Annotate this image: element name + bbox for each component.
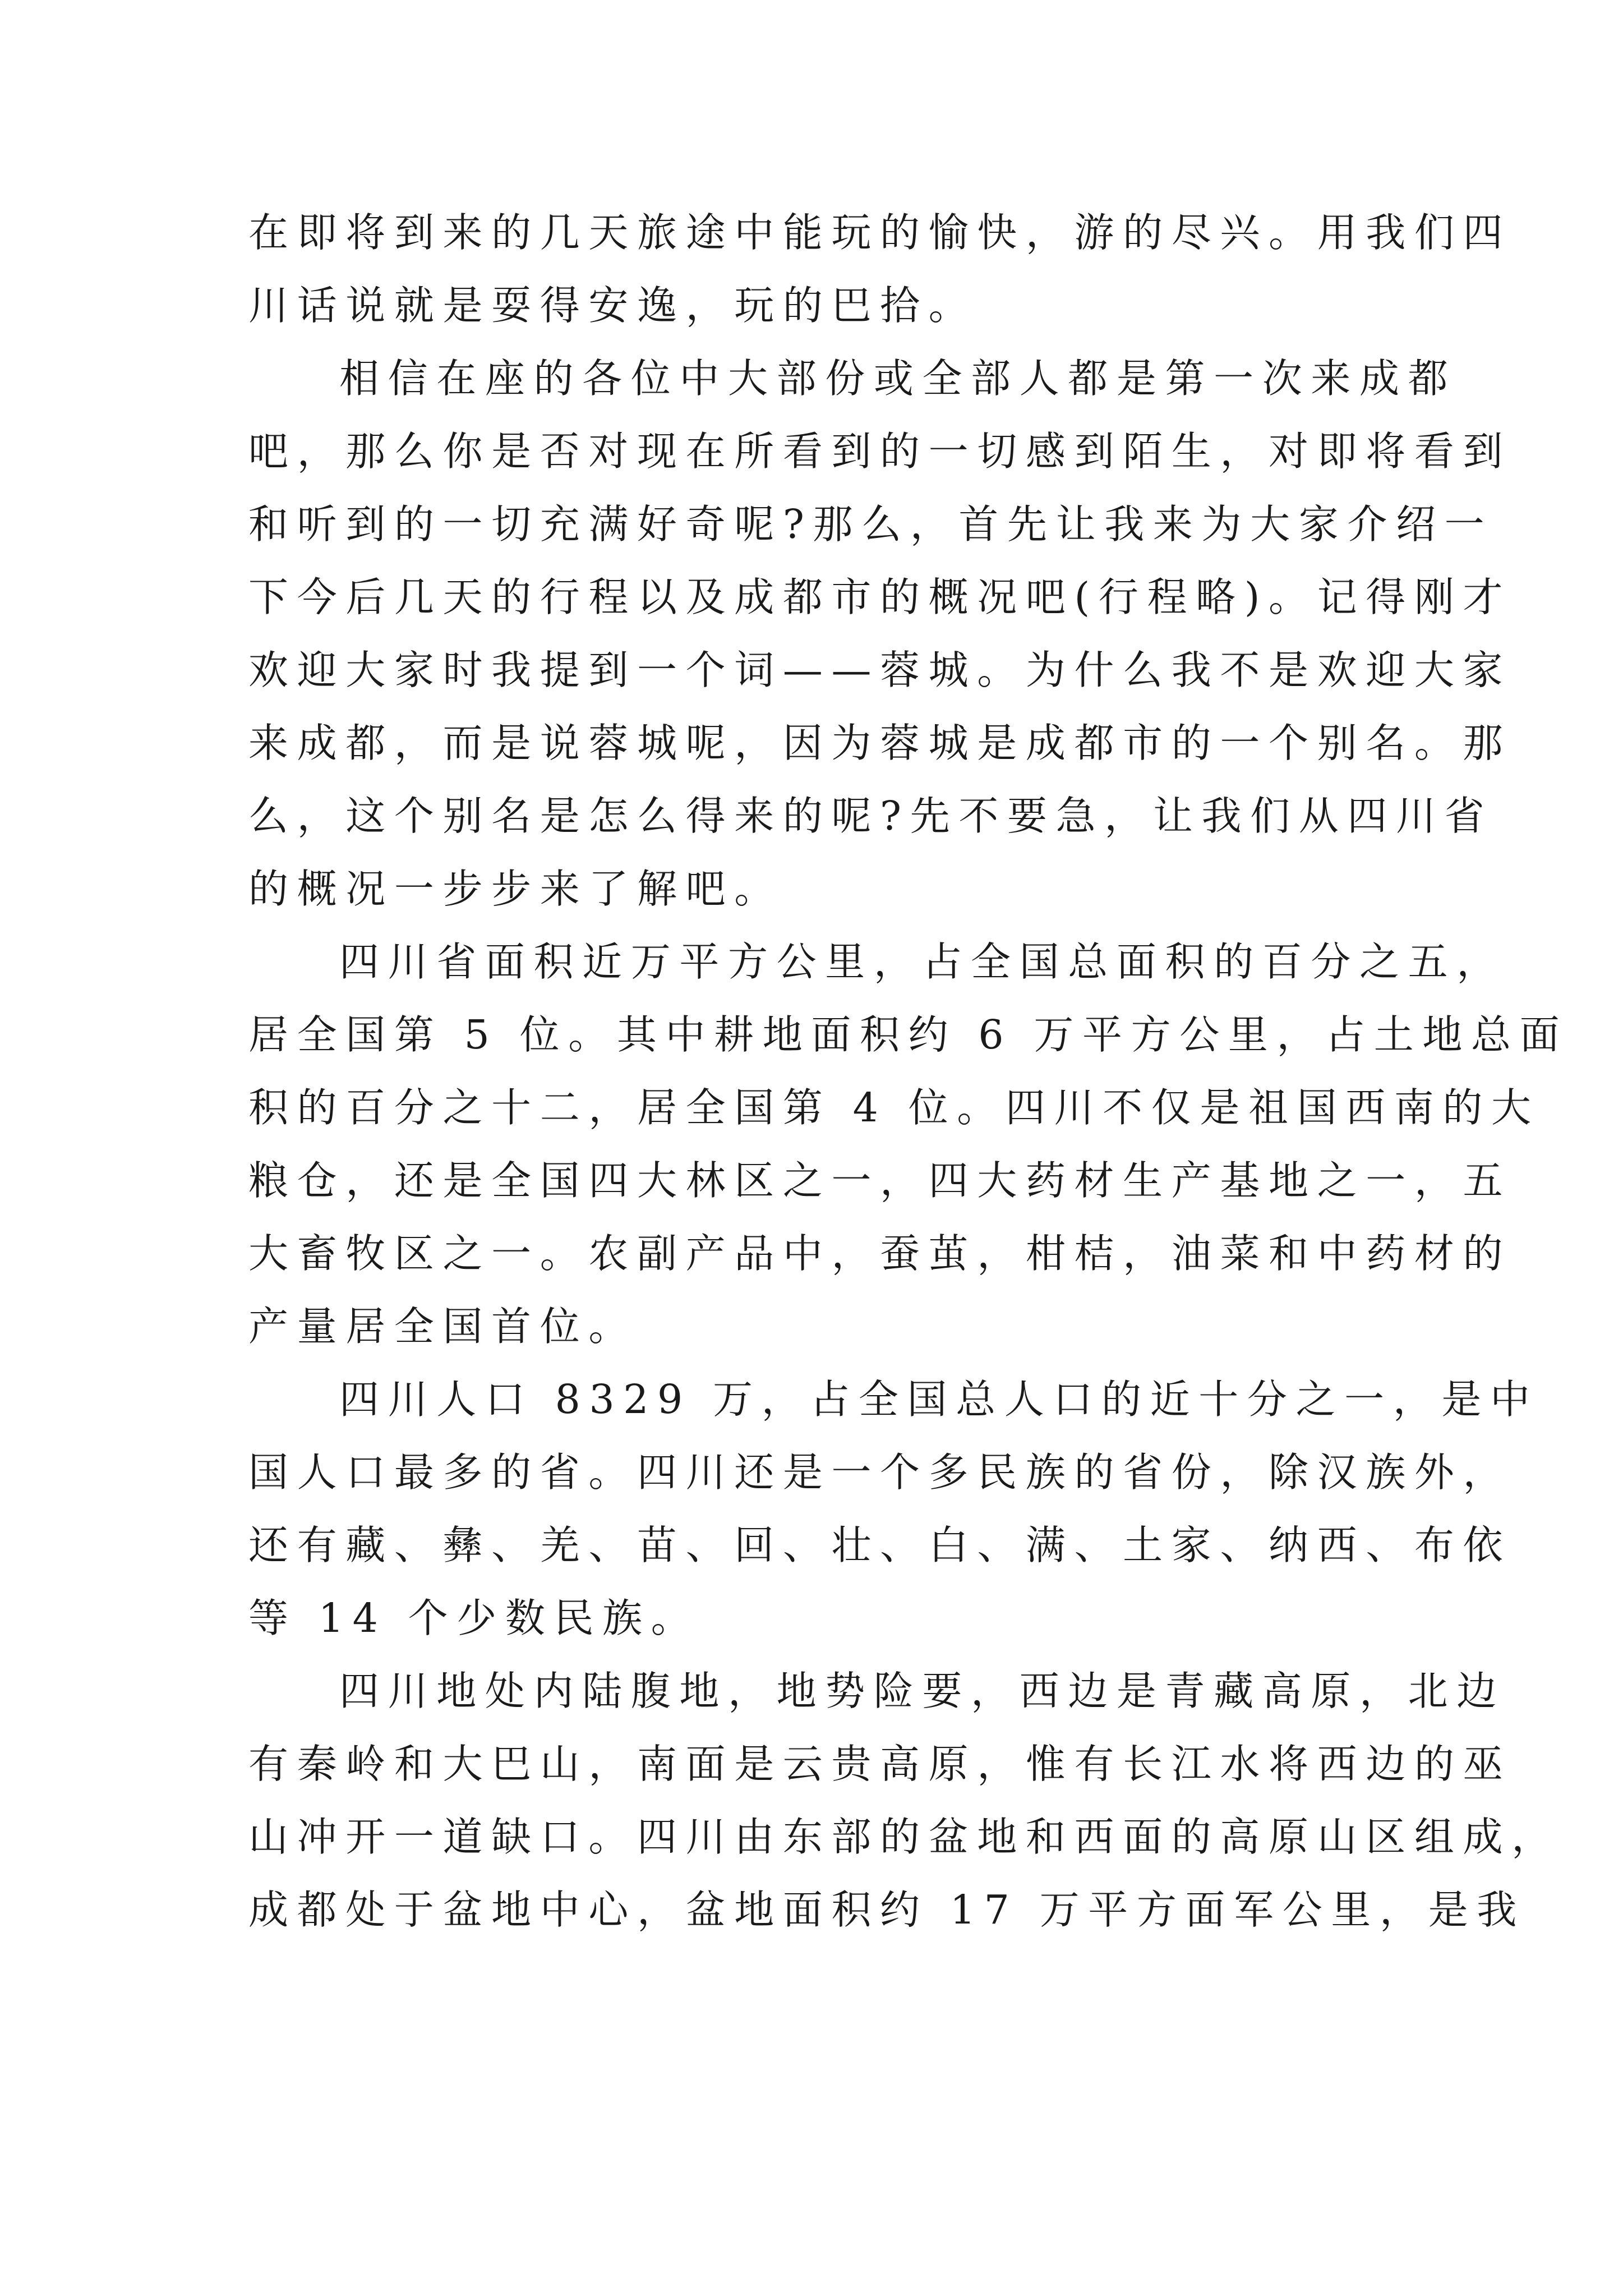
body-text (248, 196, 1569, 1947)
text-line: 川话说就是耍得安逸，玩的巴拾。 (248, 282, 978, 329)
paragraph (248, 1363, 1539, 1655)
text-line: 居全国第 5 位。其中耕地面积约 6 万平方公里，占土地总面 (248, 1011, 1569, 1058)
text-line: 成都处于盆地中心，盆地面积约 17 万平方面军公里，是我 (248, 1887, 1525, 1933)
text-line: 欢迎大家时我提到一个词——蓉城。为什么我不是欢迎大家 (248, 647, 1512, 693)
text-line: 四川人口 8329 万，占全国总人口的近十分之一，是中 (339, 1376, 1539, 1423)
paragraph (248, 1655, 1560, 1947)
text-line: 产量居全国首位。 (248, 1303, 637, 1350)
text-line: 吧，那么你是否对现在所看到的一切感到陌生，对即将看到 (248, 428, 1512, 475)
text-line: 国人口最多的省。四川还是一个多民族的省份，除汉族外， (248, 1449, 1512, 1496)
text-line: 相信在座的各位中大部份或全部人都是第一次来成都 (339, 355, 1457, 402)
paragraph (248, 196, 1512, 342)
text-line: 粮仓，还是全国四大林区之一，四大药材生产基地之一，五 (248, 1157, 1512, 1204)
text-line: 有秦岭和大巴山，南面是云贵高原，惟有长江水将西边的巫 (248, 1741, 1512, 1787)
paragraph (248, 926, 1569, 1363)
text-line: 来成都，而是说蓉城呢，因为蓉城是成都市的一个别名。那 (248, 720, 1512, 766)
paragraph (248, 342, 1512, 926)
text-line: 四川地处内陆腹地，地势险要，西边是青藏高原，北边 (339, 1668, 1505, 1714)
text-line: 还有藏、彝、羌、苗、回、壮、白、满、土家、纳西、布依 (248, 1522, 1512, 1568)
text-line: 的概况一步步来了解吧。 (248, 866, 783, 912)
text-line: 下今后几天的行程以及成都市的概况吧(行程略)。记得刚才 (248, 574, 1512, 620)
text-line: 等 14 个少数民族。 (248, 1595, 700, 1641)
text-line: 积的百分之十二，居全国第 4 位。四川不仅是祖国西南的大 (248, 1084, 1540, 1131)
text-line: 四川省面积近万平方公里，占全国总面积的百分之五， (339, 938, 1505, 985)
text-line: 在即将到来的几天旅途中能玩的愉快，游的尽兴。用我们四 (248, 209, 1512, 256)
text-line: 山冲开一道缺口。四川由东部的盆地和西面的高原山区组成， (248, 1814, 1560, 1860)
text-line: 和听到的一切充满好奇呢?那么，首先让我来为大家介绍一 (248, 501, 1493, 547)
text-line: 大畜牧区之一。农副产品中，蚕茧，柑桔，油菜和中药材的 (248, 1230, 1512, 1277)
text-line: 么，这个别名是怎么得来的呢?先不要急，让我们从四川省 (248, 793, 1493, 839)
